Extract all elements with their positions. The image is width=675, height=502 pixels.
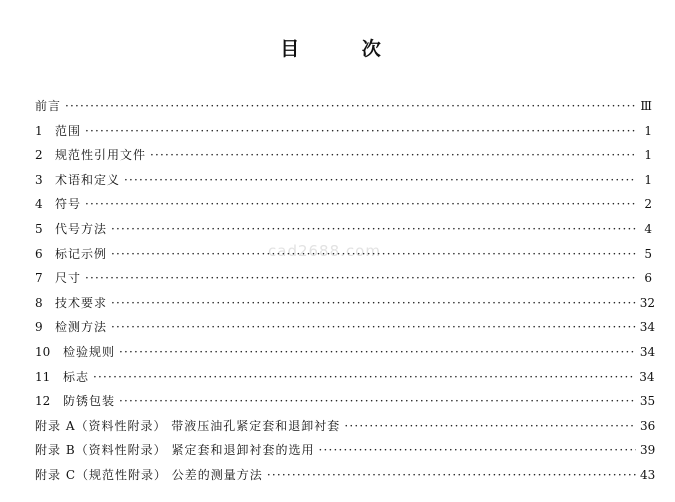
toc-entry-page: 6	[644, 271, 652, 286]
toc-leader-dots	[111, 222, 636, 236]
toc-entry-number: 4	[35, 197, 43, 212]
toc-leader-dots	[119, 345, 636, 359]
toc-entry-appendix-a[interactable]	[35, 417, 656, 442]
toc-entry-foreword[interactable]	[35, 97, 652, 122]
toc-entry-label: 附录 B（资料性附录） 紧定套和退卸衬套的选用	[35, 443, 315, 458]
toc-leader-dots	[111, 320, 636, 334]
toc-leader-dots	[344, 419, 636, 433]
toc-entry-page: 5	[644, 246, 652, 261]
toc-entry-8[interactable]	[35, 294, 655, 319]
toc-entry-number: 1	[35, 123, 43, 138]
toc-entry-page: 1	[644, 148, 652, 163]
toc-entry-label: 防锈包装	[63, 394, 116, 409]
toc-entry-page: 43	[640, 467, 656, 482]
toc-leader-dots	[85, 271, 636, 285]
toc-leader-dots	[85, 197, 636, 211]
watermark: cad2688.com	[268, 242, 381, 260]
toc-entry-appendix-b[interactable]	[35, 441, 656, 466]
toc-entry-number: 9	[35, 320, 43, 335]
toc-entry-7[interactable]	[35, 269, 652, 294]
toc-entry-number: 11	[35, 369, 51, 384]
toc-entry-label: 术语和定义	[55, 172, 121, 187]
toc-entry-label: 附录 C（规范性附录） 公差的测量方法	[35, 467, 263, 482]
toc-entry-number: 7	[35, 271, 43, 286]
toc-leader-dots	[119, 394, 636, 408]
toc-entry-page: 35	[639, 394, 656, 409]
toc-entry-number: 3	[35, 172, 43, 187]
toc-title: 目 次	[280, 38, 409, 60]
toc-entry-3[interactable]	[35, 171, 652, 196]
toc-entry-9[interactable]	[35, 318, 655, 343]
toc-entry-6[interactable]	[35, 245, 652, 270]
toc-entry-appendix-c[interactable]	[35, 466, 656, 491]
toc-entry-page: 4	[644, 221, 652, 236]
toc-entry-10[interactable]	[35, 343, 656, 368]
toc-entry-page: 39	[640, 443, 656, 458]
toc-entry-12[interactable]	[35, 392, 656, 417]
toc-leader-dots	[267, 468, 636, 482]
toc-entry-label: 检测方法	[55, 320, 108, 335]
toc-entry-label: 标志	[63, 369, 90, 384]
toc-leader-dots	[93, 370, 635, 384]
table-of-contents	[35, 97, 656, 491]
toc-leader-dots	[318, 443, 636, 457]
toc-leader-dots	[111, 247, 636, 261]
toc-leader-dots	[150, 148, 636, 162]
toc-leader-dots	[124, 173, 636, 187]
toc-leader-dots	[85, 124, 636, 138]
toc-entry-page: 34	[639, 344, 656, 359]
toc-entry-number: 5	[35, 221, 43, 236]
toc-entry-number: 12	[35, 394, 51, 409]
toc-entry-label: 代号方法	[55, 221, 108, 236]
toc-entry-label: 前言	[35, 99, 62, 113]
toc-entry-page: Ⅲ	[640, 99, 652, 113]
toc-entry-label: 标记示例	[55, 246, 108, 261]
toc-entry-page: 36	[640, 418, 656, 433]
toc-entry-number: 6	[35, 246, 43, 261]
toc-entry-4[interactable]	[35, 195, 652, 220]
toc-entry-page: 34	[639, 369, 655, 384]
toc-entry-number: 2	[35, 148, 43, 163]
toc-entry-11[interactable]	[35, 368, 655, 393]
toc-entry-1[interactable]	[35, 122, 652, 147]
toc-entry-label: 范围	[55, 123, 82, 138]
toc-leader-dots	[65, 99, 636, 113]
toc-entry-page: 34	[639, 320, 655, 335]
toc-leader-dots	[111, 296, 636, 310]
toc-entry-label: 符号	[55, 197, 82, 212]
toc-entry-page: 2	[644, 197, 652, 212]
toc-entry-label: 技术要求	[55, 295, 108, 310]
toc-entry-label: 检验规则	[63, 344, 116, 359]
toc-entry-label: 尺寸	[55, 271, 82, 286]
toc-entry-label: 附录 A（资料性附录） 带液压油孔紧定套和退卸衬套	[35, 418, 341, 433]
toc-entry-page: 1	[644, 172, 652, 187]
toc-entry-page: 32	[639, 295, 655, 310]
toc-entry-label: 规范性引用文件	[55, 148, 147, 163]
toc-entry-5[interactable]	[35, 220, 652, 245]
toc-entry-number: 8	[35, 295, 43, 310]
toc-entry-number: 10	[35, 344, 51, 359]
toc-entry-2[interactable]	[35, 146, 652, 171]
toc-entry-page: 1	[644, 123, 652, 138]
